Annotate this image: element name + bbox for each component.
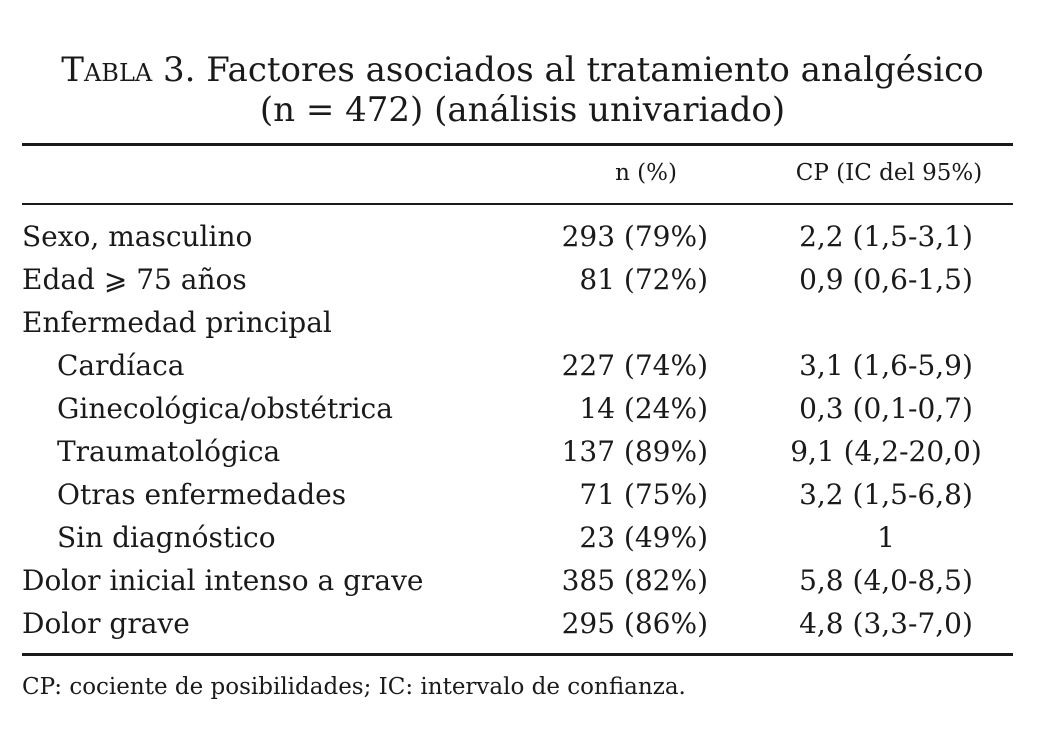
table-row-group-header xyxy=(0,305,1045,348)
row-cp: 4,8 (3,3-7,0) xyxy=(799,607,973,640)
row-label: Dolor inicial intenso a grave xyxy=(22,564,424,597)
table-row xyxy=(0,348,1045,391)
table-row xyxy=(0,434,1045,477)
top-rule xyxy=(22,143,1013,146)
row-cp: 3,1 (1,6-5,9) xyxy=(799,349,973,382)
row-n: 81 (72%) xyxy=(579,263,708,296)
header-rule xyxy=(22,203,1013,205)
table-subtitle: (n = 472) (análisis univariado) xyxy=(259,90,786,130)
table-footnote: CP: cociente de posibilidades; IC: intervalo de confianza. xyxy=(22,674,686,700)
row-label: Cardíaca xyxy=(57,349,185,382)
row-label: Traumatológica xyxy=(57,435,281,468)
row-label: Sexo, masculino xyxy=(22,220,253,253)
row-n: 227 (74%) xyxy=(561,349,708,382)
row-n: 71 (75%) xyxy=(579,478,708,511)
row-n: 295 (86%) xyxy=(561,607,708,640)
table-row xyxy=(0,606,1045,649)
column-header-n: n (%) xyxy=(615,160,677,186)
row-n: 14 (24%) xyxy=(579,392,708,425)
table-row xyxy=(0,262,1045,305)
row-n: 137 (89%) xyxy=(561,435,708,468)
row-label: Enfermedad principal xyxy=(22,306,332,339)
table-row xyxy=(0,219,1045,262)
table-row xyxy=(0,391,1045,434)
row-cp: 9,1 (4,2-20,0) xyxy=(790,435,982,468)
row-n: 293 (79%) xyxy=(561,220,708,253)
row-label: Otras enfermedades xyxy=(57,478,347,511)
bottom-rule xyxy=(22,653,1013,656)
row-label: Ginecológica/obstétrica xyxy=(57,392,393,425)
table-row xyxy=(0,477,1045,520)
table-label: Tabla xyxy=(61,50,153,90)
row-label: Sin diagnóstico xyxy=(57,521,276,554)
row-n: 23 (49%) xyxy=(579,521,708,554)
table-row xyxy=(0,563,1045,606)
row-cp: 0,9 (0,6-1,5) xyxy=(799,263,973,296)
row-label: Dolor grave xyxy=(22,607,190,640)
row-cp: 2,2 (1,5-3,1) xyxy=(799,220,973,253)
row-cp: 1 xyxy=(877,521,895,554)
table-row xyxy=(0,520,1045,563)
row-n: 385 (82%) xyxy=(561,564,708,597)
table-title-text: Factores asociados al tratamiento analgésico xyxy=(195,50,984,90)
row-cp: 0,3 (0,1-0,7) xyxy=(799,392,973,425)
table-title xyxy=(0,50,1045,90)
row-cp: 3,2 (1,5-6,8) xyxy=(799,478,973,511)
table-number: 3. xyxy=(152,50,196,90)
row-cp: 5,8 (4,0-8,5) xyxy=(799,564,973,597)
column-header-cp: CP (IC del 95%) xyxy=(795,160,983,186)
row-label: Edad ⩾ 75 años xyxy=(22,263,247,296)
